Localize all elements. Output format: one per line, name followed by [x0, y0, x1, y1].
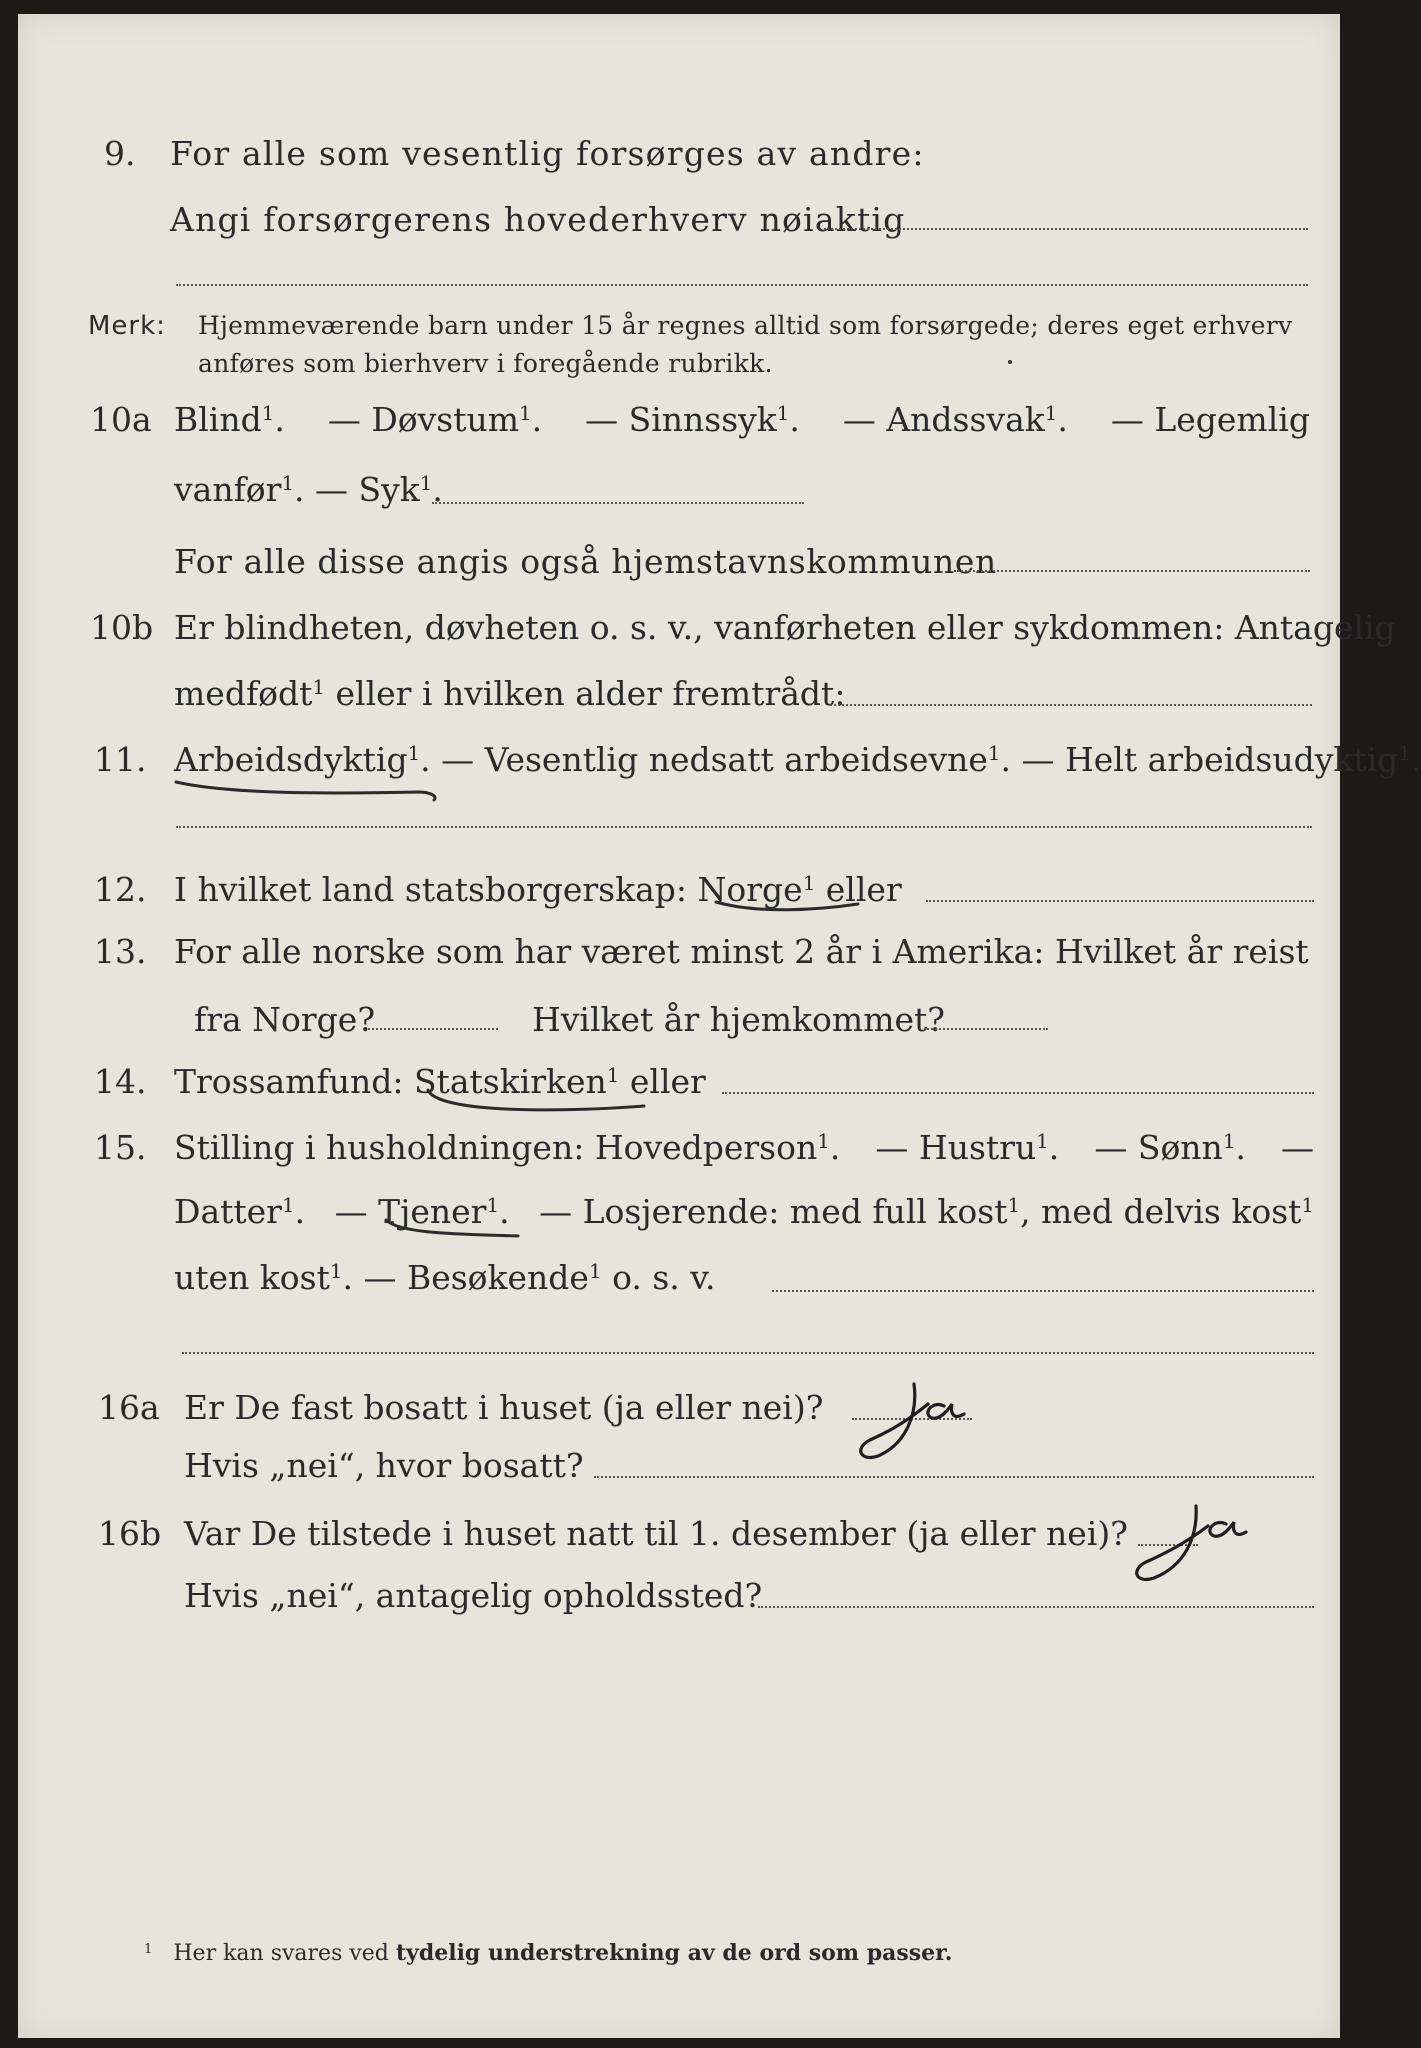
q10a-syk-line[interactable] — [432, 502, 804, 504]
q16b-line1: Var De tilstede i huset natt til 1. desember (ja eller nei)? — [184, 1514, 1128, 1553]
option-helt-udyktig[interactable]: — Helt arbeidsudyktig$^1$. — [1021, 740, 1421, 779]
q13-reist-line[interactable] — [368, 1028, 498, 1030]
footnote-mark: 1 — [144, 1941, 153, 1957]
option-dovstum[interactable]: — Døvstum$^1$. — [327, 400, 543, 439]
q16a-bosatt-line[interactable] — [594, 1476, 1314, 1478]
option-vanfor[interactable]: vanfør$^1$. — [174, 470, 305, 509]
option-uten-kost[interactable]: uten kost$^1$. — [174, 1258, 353, 1297]
q10b-line2: medfødt$^1$ eller i hvilken alder fremtrådt: — [174, 674, 846, 713]
q15-answer-line[interactable] — [772, 1290, 1314, 1292]
q9-answer-line[interactable] — [824, 228, 1308, 230]
option-legemlig[interactable]: — Legemlig — [1110, 400, 1310, 439]
q12-answer-line[interactable] — [926, 900, 1314, 902]
q16a-line2: Hvis „nei“, hvor bosatt? — [184, 1446, 584, 1485]
option-sonn[interactable]: — Sønn$^1$. — [1094, 1128, 1246, 1167]
q16b-number: 16b — [98, 1514, 162, 1553]
q14-line: Trossamfund: Statskirken$^1$ eller — [174, 1062, 706, 1101]
q15-line3: uten kost$^1$. — Besøkende$^1$ o. s. v. — [174, 1258, 716, 1297]
underline-norge — [708, 880, 868, 920]
q15-answer-line-2[interactable] — [182, 1352, 1314, 1354]
q10b-number: 10b — [90, 608, 154, 647]
option-sinnssyk[interactable]: — Sinnssyk$^1$. — [585, 400, 800, 439]
q11-number: 11. — [94, 740, 147, 779]
q9-answer-line-2[interactable] — [176, 284, 1308, 286]
q15-line1: Stilling i husholdningen: Hovedperson$^1$. — Hustru$^1$. — Sønn$^1$. — — [174, 1128, 1314, 1167]
underline-arbeidsdyktig — [168, 762, 448, 802]
option-datter[interactable]: Datter$^1$. — [174, 1192, 306, 1231]
q13-hjemkommet-line[interactable] — [924, 1028, 1048, 1030]
underline-statskirken — [418, 1084, 658, 1120]
option-andssvak[interactable]: — Andssvak$^1$. — [842, 400, 1068, 439]
q10a-line1 — [174, 400, 1310, 440]
footnote: $^1$ Her kan svares ved tydelig understrekning av de ord som passer. — [144, 1940, 953, 1966]
option-tjener[interactable]: Tjener — [378, 1192, 487, 1231]
merk-label: Merk: — [88, 311, 166, 341]
q11-answer-line[interactable] — [176, 826, 1312, 828]
option-syk[interactable]: — Syk$^1$. — [315, 470, 443, 509]
merk-line1: Hjemmeværende barn under 15 år regnes alltid som forsørgede; deres eget erhverv — [198, 311, 1293, 340]
q12-number: 12. — [94, 870, 147, 909]
q10b-answer-line[interactable] — [830, 704, 1312, 706]
underline-tjener — [380, 1210, 530, 1246]
option-medfodt[interactable]: medfødt — [174, 674, 313, 713]
q13-line2b: Hvilket år hjemkommet? — [532, 1000, 945, 1039]
q10a-line3: For alle disse angis også hjemstavnskommunen — [174, 542, 997, 581]
q15-number: 15. — [94, 1128, 147, 1167]
q9-line1: For alle som vesentlig forsørges av andre: — [170, 134, 925, 173]
q10b-line1: Er blindheten, døvheten o. s. v., vanførheten eller sykdommen: Antagelig — [174, 608, 1396, 647]
q10a-line2 — [174, 470, 443, 510]
q15-line2: Datter$^1$. — Tjener$^1$. — Losjerende: med full kost$^1$, med delvis kost$^1$ — [174, 1192, 1314, 1231]
q10a-hjemstavn-line[interactable] — [954, 570, 1310, 572]
q9-line2: Angi forsørgerens hovederhverv nøiaktig — [170, 200, 906, 239]
option-norge[interactable]: Norge — [697, 870, 803, 909]
q9-number: 9. — [104, 134, 136, 173]
option-hustru[interactable]: — Hustru$^1$. — [875, 1128, 1060, 1167]
merk-line2: anføres som bierhverv i foregående rubrikk. — [198, 349, 773, 378]
option-blind[interactable]: Blind$^1$. — [174, 400, 285, 439]
q16a-number: 16a — [98, 1388, 160, 1427]
q16b-line2: Hvis „nei“, antagelig opholdssted? — [184, 1576, 763, 1615]
option-nedsatt[interactable]: — Vesentlig nedsatt arbeidsevne$^1$. — [441, 740, 1011, 779]
q16a-line1: Er De fast bosatt i huset (ja eller nei)? — [184, 1388, 824, 1427]
option-statskirken[interactable]: Statskirken — [413, 1062, 607, 1101]
q13-number: 13. — [94, 932, 147, 971]
ink-spot — [1008, 360, 1012, 364]
option-losjerende[interactable]: — Losjerende: med full kost$^1$, med delvis kost$^1$ — [539, 1192, 1314, 1231]
option-arbeidsdyktig[interactable]: Arbeidsdyktig$^1$. — [174, 740, 431, 779]
handwritten-ja-16a — [848, 1374, 1008, 1474]
q12-line: I hvilket land statsborgerskap: Norge$^1$ eller — [174, 870, 902, 909]
q13-line2a: fra Norge? — [194, 1000, 376, 1039]
q14-answer-line[interactable] — [722, 1092, 1314, 1094]
option-besokende[interactable]: — Besøkende$^1$ — [363, 1258, 602, 1297]
q10a-number: 10a — [90, 400, 152, 439]
census-form-page — [18, 14, 1421, 2038]
option-hovedperson[interactable]: Stilling i husholdningen: Hovedperson$^1$. — [174, 1128, 841, 1167]
handwritten-ja-16b — [1118, 1494, 1298, 1594]
q13-line1: For alle norske som har været minst 2 år i Amerika: Hvilket år reist — [174, 932, 1309, 971]
q16b-opholdssted-line[interactable] — [758, 1606, 1314, 1608]
q14-number: 14. — [94, 1062, 147, 1101]
